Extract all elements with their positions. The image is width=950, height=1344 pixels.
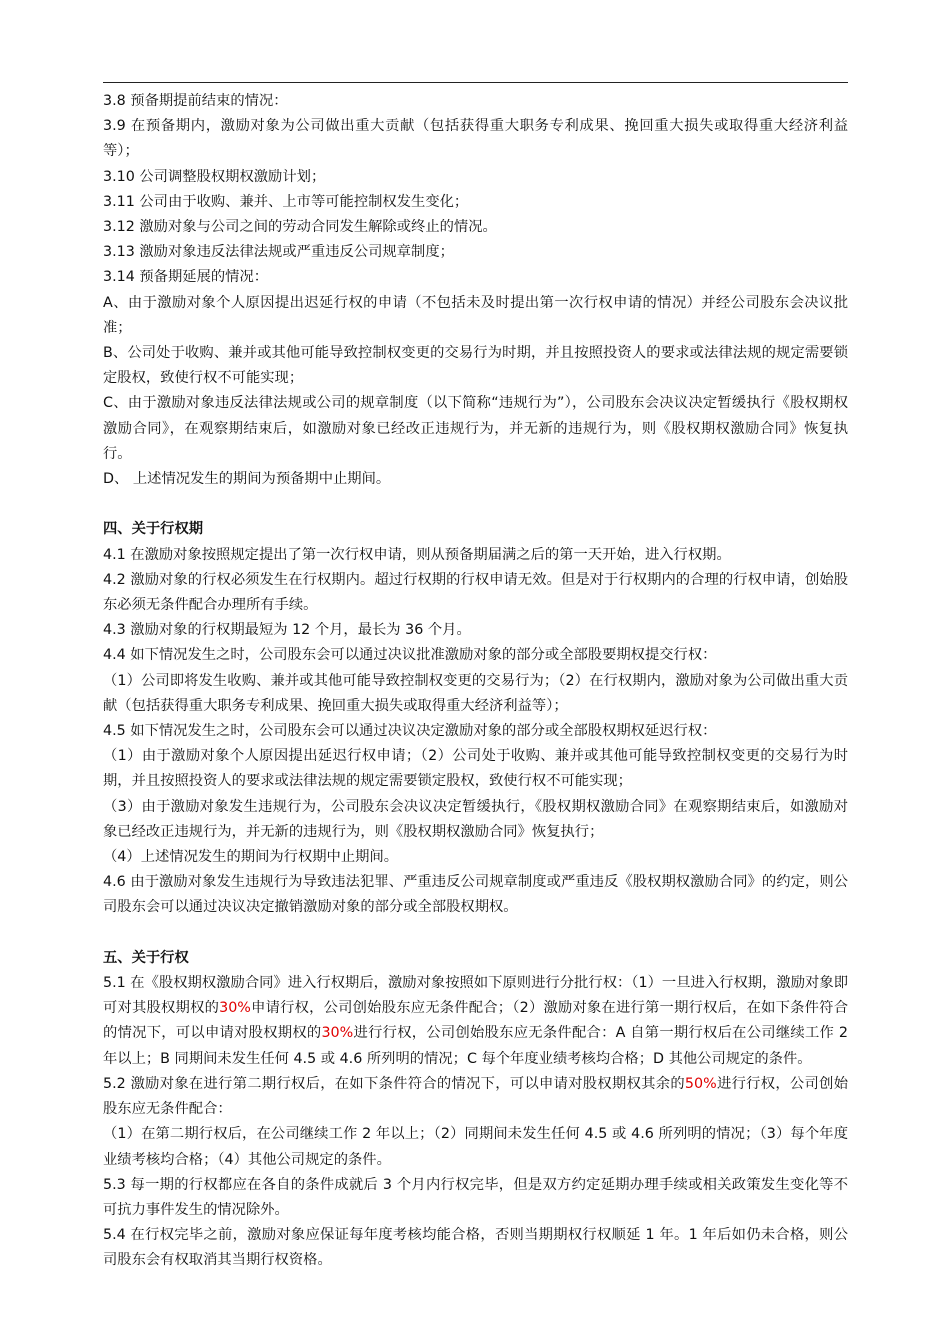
clause-5-1-text-1: 5.1 在《股权期权激励合同》进入行权期后，激励对象按照如下原则进行分批行权：（1）一旦进入行权期，激励对象即可对其股权期权的 — [103, 975, 848, 1017]
clause-4-4-items: （1）公司即将发生收购、兼并或其他可能导致控制权变更的交易行为；（2）在行权期内，激励对象为公司做出重大贡献（包括获得重大职务专利成果、挽回重大损失或取得重大经济利益等）； — [103, 672, 848, 714]
clause-3-12: 3.12 激励对象与公司之间的劳动合同发生解除或终止的情况。 — [103, 219, 497, 236]
clause-5-1-text-2: 申请行权，公司创始股东应无条件配合；（2）激励对象在进行第一期行权后，在如下条件符合的情况下，可以申请对股权期权的 — [103, 1000, 848, 1042]
clause-3-14-d: D、 上述情况发生的期间为预备期中止期间。 — [103, 471, 391, 488]
clause-3-9: 3.9 在预备期内，激励对象为公司做出重大贡献（包括获得重大职务专利成果、挽回重大损失或取得重大经济利益等）； — [103, 118, 848, 160]
clause-5-2-text-2: 进行行权，公司创始股东应无条件配合： — [103, 1075, 848, 1118]
clause-5-4: 5.4 在行权完毕之前，激励对象应保证每年度考核均能合格，否则当期期权行权顺延 1 年。1 年后如仍未合格，则公司股东会有权取消其当期行权资格。 — [103, 1227, 848, 1269]
clause-5-1 — [103, 971, 848, 1072]
clause-3-14-b: B、公司处于收购、兼并或其他可能导致控制权变更的交易行为时期，并且按照投资人的要求或法律法规的规定需要锁定股权，致使行权不可能实现； — [103, 345, 848, 387]
clause-5-2 — [103, 1072, 848, 1122]
clause-5-2-text-1: 5.2 激励对象在进行第二期行权后，在如下条件符合的情况下，可以申请对股权期权其余的 — [103, 1075, 685, 1092]
clause-4-4: 4.4 如下情况发生之时，公司股东会可以通过决议批准激励对象的部分或全部股要期权提交行权： — [103, 647, 717, 664]
percentage-highlight: 30% — [219, 1000, 251, 1017]
clause-3-14: 3.14 预备期延展的情况： — [103, 269, 269, 286]
paragraph-gap — [103, 492, 848, 517]
document-body — [103, 89, 848, 1274]
clause-3-8: 3.8 预备期提前结束的情况： — [103, 93, 288, 109]
clause-4-6: 4.6 由于激励对象发生违规行为导致违法犯罪、严重违反公司规章制度或严重违反《股权期权激励合同》的约定，则公司股东会可以通过决议决定撤销激励对象的部分或全部股权期权。 — [103, 874, 848, 916]
clause-3-11: 3.11 公司由于收购、兼并、上市等可能控制权发生变化； — [103, 193, 469, 210]
clause-5-2-items: （1）在第二期行权后，在公司继续工作 2 年以上；（2）同期间未发生任何 4.5 或 4.6 所列明的情况；（3）每个年度业绩考核均合格；（4）其他公司规定的条件。 — [103, 1126, 848, 1168]
clause-3-14-c: C、由于激励对象违反法律法规或公司的规章制度（以下简称“违规行为”），公司股东会决议决定暂缓执行《股权期权激励合同》，在观察期结束后，如激励对象已经改正违规行为，并无新的违规行为，则《股权期权激励合同》恢复执行。 — [103, 395, 848, 462]
clause-4-1: 4.1 在激励对象按照规定提出了第一次行权申请，则从预备期届满之后的第一天开始，进入行权期。 — [103, 546, 731, 563]
percentage-highlight: 50% — [684, 1075, 717, 1092]
section-4-heading: 四、关于行权期 — [103, 521, 204, 538]
clause-4-5-item-3: （3）由于激励对象发生违规行为，公司股东会决议决定暂缓执行，《股权期权激励合同》在观察期结束后，如激励对象已经改正违规行为，并无新的违规行为，则《股权期权激励合同》恢复执行； — [103, 798, 848, 840]
clause-4-5-items-1-2: （1）由于激励对象个人原因提出延迟行权申请；（2）公司处于收购、兼并或其他可能导致控制权变更的交易行为时期，并且按照投资人的要求或法律法规的规定需要锁定股权，致使行权不可能实现； — [103, 748, 848, 790]
percentage-highlight: 30% — [321, 1025, 354, 1042]
clause-3-14-a: A、由于激励对象个人原因提出迟延行权的申请（不包括未及时提出第一次行权申请的情况）并经公司股东会决议批准； — [103, 294, 848, 336]
clause-5-1-text-3: 进行行权，公司创始股东应无条件配合：A 自第一期行权后在公司继续工作 2 年以上；B 同期间未发生任何 4.5 或 4.6 所列明的情况；C 每个年度业绩考核均合格；D 其他公司规定的条件。 — [103, 1025, 849, 1067]
clause-3-10: 3.10 公司调整股权期权激励计划； — [103, 168, 326, 185]
paragraph-gap — [103, 921, 848, 946]
section-5-heading: 五、关于行权 — [103, 949, 189, 966]
clause-4-2: 4.2 激励对象的行权必须发生在行权期内。超过行权期的行权申请无效。但是对于行权期内的合理的行权申请，创始股东必须无条件配合办理所有手续。 — [103, 571, 848, 614]
clause-5-3: 5.3 每一期的行权都应在各自的条件成就后 3 个月内行权完毕，但是双方约定延期办理手续或相关政策发生变化等不可抗力事件发生的情况除外。 — [103, 1176, 848, 1218]
clause-3-13: 3.13 激励对象违反法律法规或严重违反公司规章制度； — [103, 244, 454, 261]
clause-4-5: 4.5 如下情况发生之时，公司股东会可以通过决议决定激励对象的部分或全部股权期权延迟行权： — [103, 723, 717, 740]
clause-4-5-item-4: （4）上述情况发生的期间为行权期中止期间。 — [103, 849, 399, 866]
clause-4-3: 4.3 激励对象的行权期最短为 12 个月，最长为 36 个月。 — [103, 622, 471, 639]
header-rule — [103, 82, 848, 83]
